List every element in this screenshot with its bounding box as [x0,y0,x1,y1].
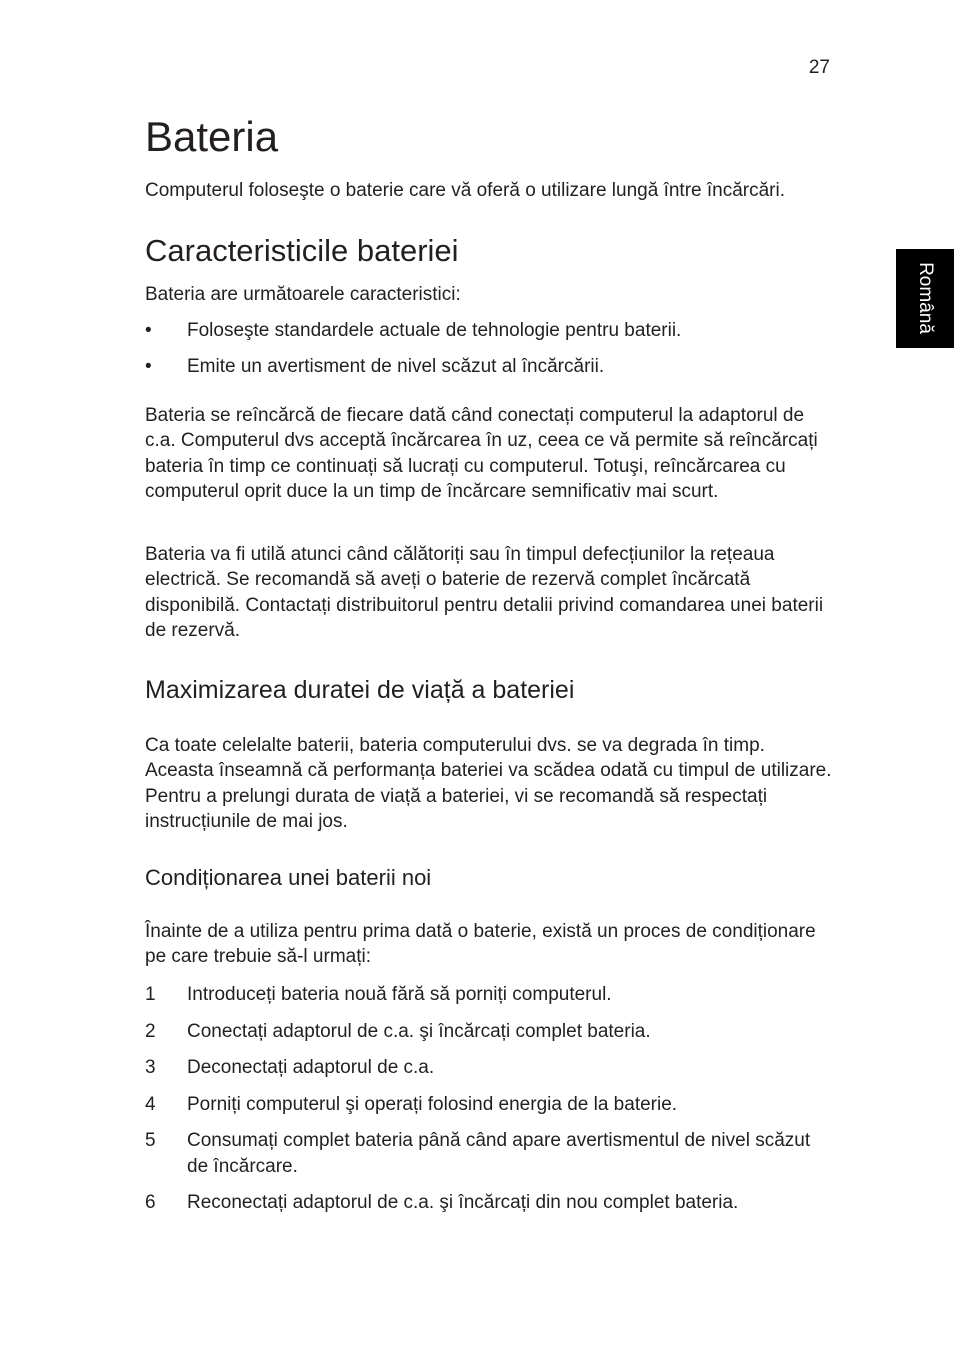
spare-battery-paragraph: Bateria va fi utilă atunci când călătoriți sau în timpul defecțiunilor la rețeaua electrică. Se recomandă să aveți o baterie de rezervă complet încărcată disponibilă. Contactați distribuitorul pentru detalii privind comandarea unei baterii de rezervă. [145,544,824,642]
characteristics-list [145,318,835,390]
step-number: 5 [145,1130,156,1152]
intro-paragraph: Computerul foloseşte o baterie care vă oferă o utilizare lungă între încărcări. [145,180,785,201]
list-item [145,1190,835,1215]
list-item [145,1019,835,1044]
step-number: 4 [145,1093,156,1115]
list-item [145,354,835,379]
list-item [145,318,835,343]
step-number: 6 [145,1192,156,1214]
list-item [145,1055,835,1080]
step-number: 1 [145,984,156,1005]
list-item [145,1092,835,1117]
list-item [145,1128,835,1179]
step-number: 2 [145,1020,156,1042]
battery-life-paragraph: Ca toate celelalte baterii, bateria computerului dvs. se va degrada în timp. Aceasta înseamnă că performanța bateriei va scădea odată cu timpul de utilizare. Pentru a prelungi durata de viață a bateriei, vi se recomandă să respectați instrucțiunile de mai jos. [145,735,832,833]
list-item [145,982,835,1007]
step-text: Conectați adaptorul de c.a. şi încărcați complet bateria. [187,1020,651,1042]
page-title: Bateria [145,113,279,160]
bullet-marker: • [145,355,152,377]
step-text: Consumați complet bateria până când apare avertismentul de nivel scăzut de încărcare. [187,1130,811,1177]
charging-paragraph: Bateria se reîncărcă de fiecare dată când conectați computerul la adaptorul de c.a. Computerul dvs acceptă încărcarea în uz, ceea ce vă permite să reîncărcați bateria în timp ce continuați să lucrați cu computerul. Totuşi, reîncărcarea cu computerul oprit duce la un timp de încărcare semnificativ mai scurt. [145,405,818,503]
conditioning-paragraph: Înainte de a utiliza pentru prima dată o baterie, există un proces de condiționare pe care trebuie să-l urmați: [145,921,816,968]
language-tab [896,249,954,348]
section-heading-battery-characteristics: Caracteristicile bateriei [145,233,459,268]
step-number: 3 [145,1057,156,1079]
section-heading-maximize-battery-life: Maximizarea duratei de viață a bateriei [145,676,575,704]
bullet-marker: • [145,320,152,341]
page-number: 27 [808,57,830,78]
step-text: Introduceți bateria nouă fără să porniți computerul. [187,984,612,1005]
list-item-text: Emite un avertisment de nivel scăzut al încărcării. [187,355,605,377]
section-heading-conditioning: Condiționarea unei baterii noi [145,865,432,890]
language-tab-label: Română [915,262,936,334]
step-text: Deconectați adaptorul de c.a. [187,1057,435,1079]
list-item-text: Foloseşte standardele actuale de tehnologie pentru baterii. [187,320,682,341]
conditioning-steps [145,982,835,1227]
step-text: Reconectați adaptorul de c.a. şi încărcați din nou complet bateria. [187,1192,739,1214]
characteristics-lead: Bateria are următoarele caracteristici: [145,284,461,305]
step-text: Porniți computerul şi operați folosind energia de la baterie. [187,1093,678,1115]
